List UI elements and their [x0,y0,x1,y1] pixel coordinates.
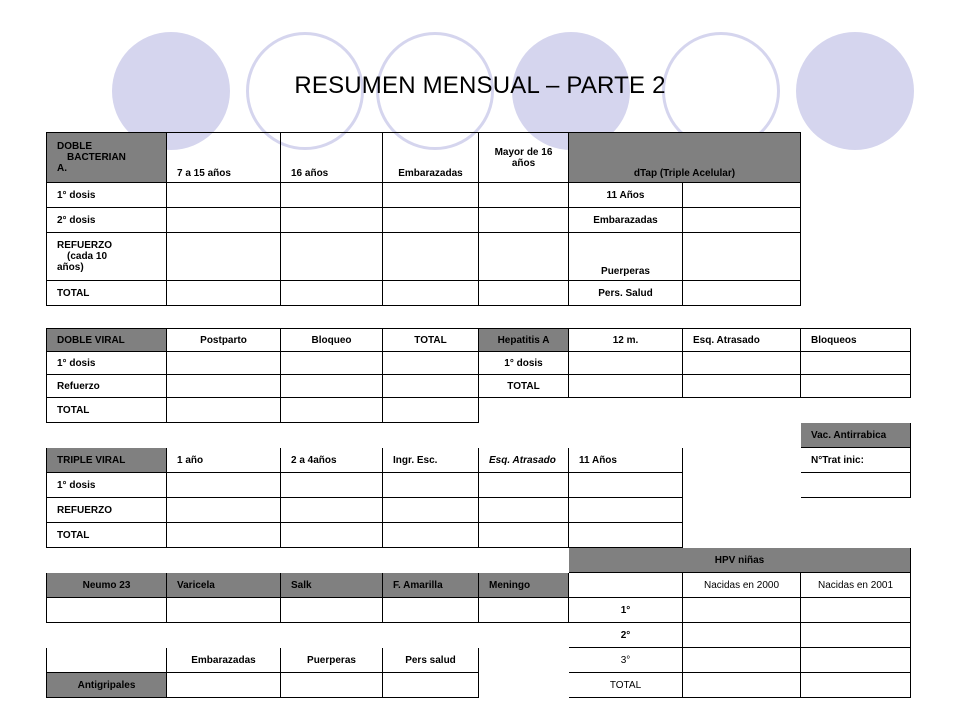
cell[interactable] [683,208,801,233]
table-row [47,598,911,623]
cell[interactable] [167,352,281,375]
spacer [47,623,167,648]
spacer [479,623,569,648]
col-header: Varicela [167,573,281,598]
hpv-header: HPV niñas [569,548,911,573]
hepatitis-a-header: Hepatitis A [479,329,569,352]
row-label: 3° [569,648,683,673]
spacer [281,423,383,448]
col-header: Pers salud [383,648,479,673]
table-row [47,133,801,183]
spacer [801,498,911,523]
col-header: F. Amarilla [383,573,479,598]
row-label: Pers. Salud [569,281,683,306]
table-row [47,281,801,306]
row-label: 11 Años [569,183,683,208]
col-header: Esq. Atrasado [683,329,801,352]
cell[interactable] [281,473,383,498]
cell[interactable] [281,375,383,398]
cell[interactable] [383,598,479,623]
spacer [801,398,911,423]
cell[interactable] [167,498,281,523]
doble-viral-header: DOBLE VIRAL [47,329,167,352]
cell[interactable] [47,598,167,623]
cell[interactable] [479,598,569,623]
row-label: TOTAL [479,375,569,398]
spacer [801,523,911,548]
cell[interactable] [683,375,801,398]
col-header: Esq. Atrasado [479,448,569,473]
label-line: años) [57,262,84,273]
table-row [47,423,911,448]
antirrabica-label: N°Trat inic: [801,448,911,473]
cell[interactable] [167,523,281,548]
cell[interactable] [479,523,569,548]
table-row [47,352,911,375]
cell[interactable] [569,498,683,523]
spacer [683,498,801,523]
cell[interactable] [383,673,479,698]
spacer [683,523,801,548]
row-label: Puerperas [569,233,683,281]
header-line: Mayor de 16 [494,146,553,158]
header-line: años [511,157,536,169]
cell[interactable] [801,673,911,698]
col-header: Nacidas en 2000 [683,573,801,598]
cell[interactable] [801,352,911,375]
spacer [569,423,683,448]
spacer [683,398,801,423]
table-row [47,233,801,281]
cell [569,573,683,598]
cell[interactable] [167,398,281,423]
spacer [167,423,281,448]
col-header-mayor [479,133,569,183]
cell[interactable] [167,183,281,208]
cell[interactable] [801,648,911,673]
col-header: Embarazadas [167,648,281,673]
cell[interactable] [383,523,479,548]
row-label: Embarazadas [569,208,683,233]
col-header: Meningo [479,573,569,598]
header-line: BACTERIAN [67,152,126,163]
row-label: TOTAL [47,281,167,306]
cell[interactable] [167,673,281,698]
col-header: 7 a 15 años [167,133,281,183]
cell[interactable] [383,281,479,306]
antigripales-label: Antigripales [47,673,167,698]
cell[interactable] [383,398,479,423]
table-row [47,448,911,473]
row-label: TOTAL [47,398,167,423]
dtap-header: dTap (Triple Acelular) [569,133,801,183]
cell[interactable] [569,375,683,398]
row-label: 2° dosis [47,208,167,233]
cell[interactable] [167,281,281,306]
table-row [47,329,911,352]
row-label: REFUERZO [47,498,167,523]
table-row [47,498,911,523]
col-header: Ingr. Esc. [383,448,479,473]
spacer [479,423,569,448]
spacer [683,423,801,448]
cell[interactable] [281,281,383,306]
cell[interactable] [479,498,569,523]
spacer [479,673,569,698]
table-row [47,573,911,598]
cell[interactable] [281,498,383,523]
cell[interactable] [683,233,801,281]
cell[interactable] [383,208,479,233]
row-label: 1° dosis [479,352,569,375]
col-header: Neumo 23 [47,573,167,598]
header-line: DOBLE [57,141,92,152]
cell[interactable] [383,473,479,498]
cell[interactable] [383,375,479,398]
cell[interactable] [479,233,569,281]
cell[interactable] [683,598,801,623]
cell[interactable] [479,281,569,306]
cell[interactable] [281,183,383,208]
triple-viral-header: TRIPLE VIRAL [47,448,167,473]
cell[interactable] [281,673,383,698]
spacer [479,648,569,673]
row-label-refuerzo [47,233,167,281]
col-header: 1 año [167,448,281,473]
spacer [479,398,569,423]
table-row [47,473,911,498]
spacer [167,548,281,573]
row-label: 1° dosis [47,352,167,375]
antirrabica-value[interactable] [801,473,911,498]
cell[interactable] [281,208,383,233]
cell[interactable] [281,233,383,281]
table-row [47,208,801,233]
col-header: Salk [281,573,383,598]
antirrabica-header: Vac. Antirrabica [801,423,911,448]
col-header: 12 m. [569,329,683,352]
table-row [47,548,911,573]
cell[interactable] [281,398,383,423]
cell[interactable] [479,473,569,498]
spacer [47,548,167,573]
doble-bacteriana-header [47,133,167,183]
col-header: TOTAL [383,329,479,352]
cell[interactable] [383,352,479,375]
table-row [47,375,911,398]
cell[interactable] [167,375,281,398]
label-line: REFUERZO [57,240,112,251]
page-title: RESUMEN MENSUAL – PARTE 2 [294,72,666,99]
spacer [683,448,801,473]
header-line: A. [57,163,67,174]
spacer [569,398,683,423]
spacer [383,548,479,573]
table-row [47,183,801,208]
row-label: 1° dosis [47,473,167,498]
row-label: TOTAL [569,673,683,698]
cell[interactable] [479,208,569,233]
cell[interactable] [569,523,683,548]
spacer [281,548,383,573]
spacer [167,623,281,648]
label-line: (cada 10 [67,251,108,262]
cell[interactable] [683,352,801,375]
cell[interactable] [479,183,569,208]
col-header: Postparto [167,329,281,352]
cell[interactable] [167,473,281,498]
cell[interactable] [569,352,683,375]
cell[interactable] [683,648,801,673]
col-header: 11 Años [569,448,683,473]
cell[interactable] [683,281,801,306]
spacer [383,423,479,448]
cell[interactable] [167,208,281,233]
row-label: 1° dosis [47,183,167,208]
cell[interactable] [167,598,281,623]
col-header: Puerperas [281,648,383,673]
cell[interactable] [683,673,801,698]
cell[interactable] [383,233,479,281]
table-row [47,398,911,423]
cell[interactable] [569,473,683,498]
cell[interactable] [801,375,911,398]
spacer [281,623,383,648]
viral-table [46,328,911,698]
cell[interactable] [801,623,911,648]
table-row [47,623,911,648]
cell [47,648,167,673]
cell[interactable] [383,183,479,208]
col-header: Embarazadas [383,133,479,183]
cell[interactable] [383,498,479,523]
spacer [47,423,167,448]
col-header: Nacidas en 2001 [801,573,911,598]
table-row [47,648,911,673]
spacer [683,473,801,498]
cell[interactable] [683,183,801,208]
row-label: Refuerzo [47,375,167,398]
col-header: Bloqueos [801,329,911,352]
cell[interactable] [281,598,383,623]
cell[interactable] [281,523,383,548]
row-label: TOTAL [47,523,167,548]
cell[interactable] [683,623,801,648]
row-label: 2° [569,623,683,648]
col-header: 16 años [281,133,383,183]
cell[interactable] [281,352,383,375]
cell[interactable] [801,598,911,623]
cell[interactable] [167,233,281,281]
table-row [47,523,911,548]
spacer [479,548,569,573]
row-label: 1° [569,598,683,623]
spacer [383,623,479,648]
doble-bacteriana-table [46,132,801,306]
col-header: 2 a 4años [281,448,383,473]
table-row [47,673,911,698]
col-header: Bloqueo [281,329,383,352]
